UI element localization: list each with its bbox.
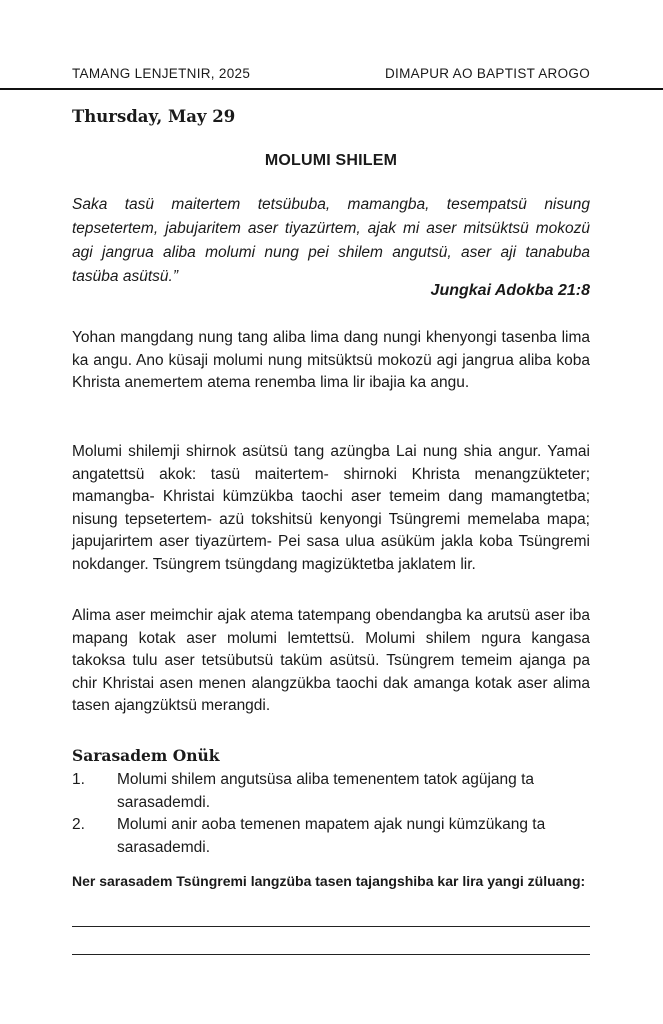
list-item-text: Molumi anir aoba temenen mapatem ajak nungi kümzükang ta sarasademdi. [117,816,546,856]
reflection-title: Sarasadem Onük [72,746,220,765]
list-item-text: Molumi shilem angutsüsa aliba temenentem tatok agüjang ta sarasademdi. [117,771,535,811]
scripture-verse: Saka tasü maitertem tetsübuba, mamangba, tesempatsü nisung tepsetertem, jabujaritem aser tiyazürtem, ajak mi aser mitsüktsü mokozü agi jangrua aliba molumi nung pei shilem angutsü, aser aji tanabuba tasüba asütsü.” [72,196,590,285]
scripture-reference: Jungkai Adokba 21:8 [430,282,590,299]
list-item-number: 1. [72,771,85,788]
header-left-text: TAMANG LENJETNIR, 2025 [72,66,251,81]
body-paragraph-1: Yohan mangdang nung tang aliba lima dang nungi khenyongi tasenba lima ka angu. Ano küsaji molumi nung mitsüktsü mokozü agi jangrua aliba koba Khrista anemertem atema renemba lima lir ibajia ka angu. [72,329,590,391]
page-date: Thursday, May 29 [72,107,236,126]
header-rule [0,88,663,90]
list-item [72,814,590,859]
body-paragraph-3: Alima aser meimchir ajak atema tatempang obendangba ka arutsü aser iba mapang kotak aser molumi lemtettsü. Molumi shilem ngura kangasa takoksa tulu aser tetsübutsü taküm asütsü. Tsüngrem temeim ajanga pa chir Khristai asen menen alangzükba taochi dak amanga kotak aser alima tasen ajangzüktsü merangdi. [72,607,590,714]
header-right-text: DIMAPUR AO BAPTIST AROGO [385,66,590,81]
body-paragraph-2: Molumi shilemji shirnok asütsü tang azüngba Lai nung shia angur. Yamai angatettsü akok: tasü maitertem- shirnoki Khrista menangzükteter; mamangba- Khristai kümzükba taochi aser temeim dang mamangtetba; nisung tepsetertem- azü tokshitsü kenyongi Tsüngremi memelaba mapa; japujarirtem aser tiyazürtem- Pei sasa ulua asüküm jakla koba Tsüngremi nokdanger. Tsüngrem tsüngdang magizüktetba jaklatem lir. [72,443,590,573]
writing-line [72,954,590,955]
writing-line [72,926,590,927]
list-item [72,769,590,814]
page-title: MOLUMI SHILEM [264,152,398,169]
page-header [72,66,590,88]
reflection-list [72,769,590,859]
prayer-prompt: Ner sarasadem Tsüngremi langzüba tasen tajangshiba kar lira yangi züluang: [72,873,586,889]
list-item-number: 2. [72,816,85,833]
